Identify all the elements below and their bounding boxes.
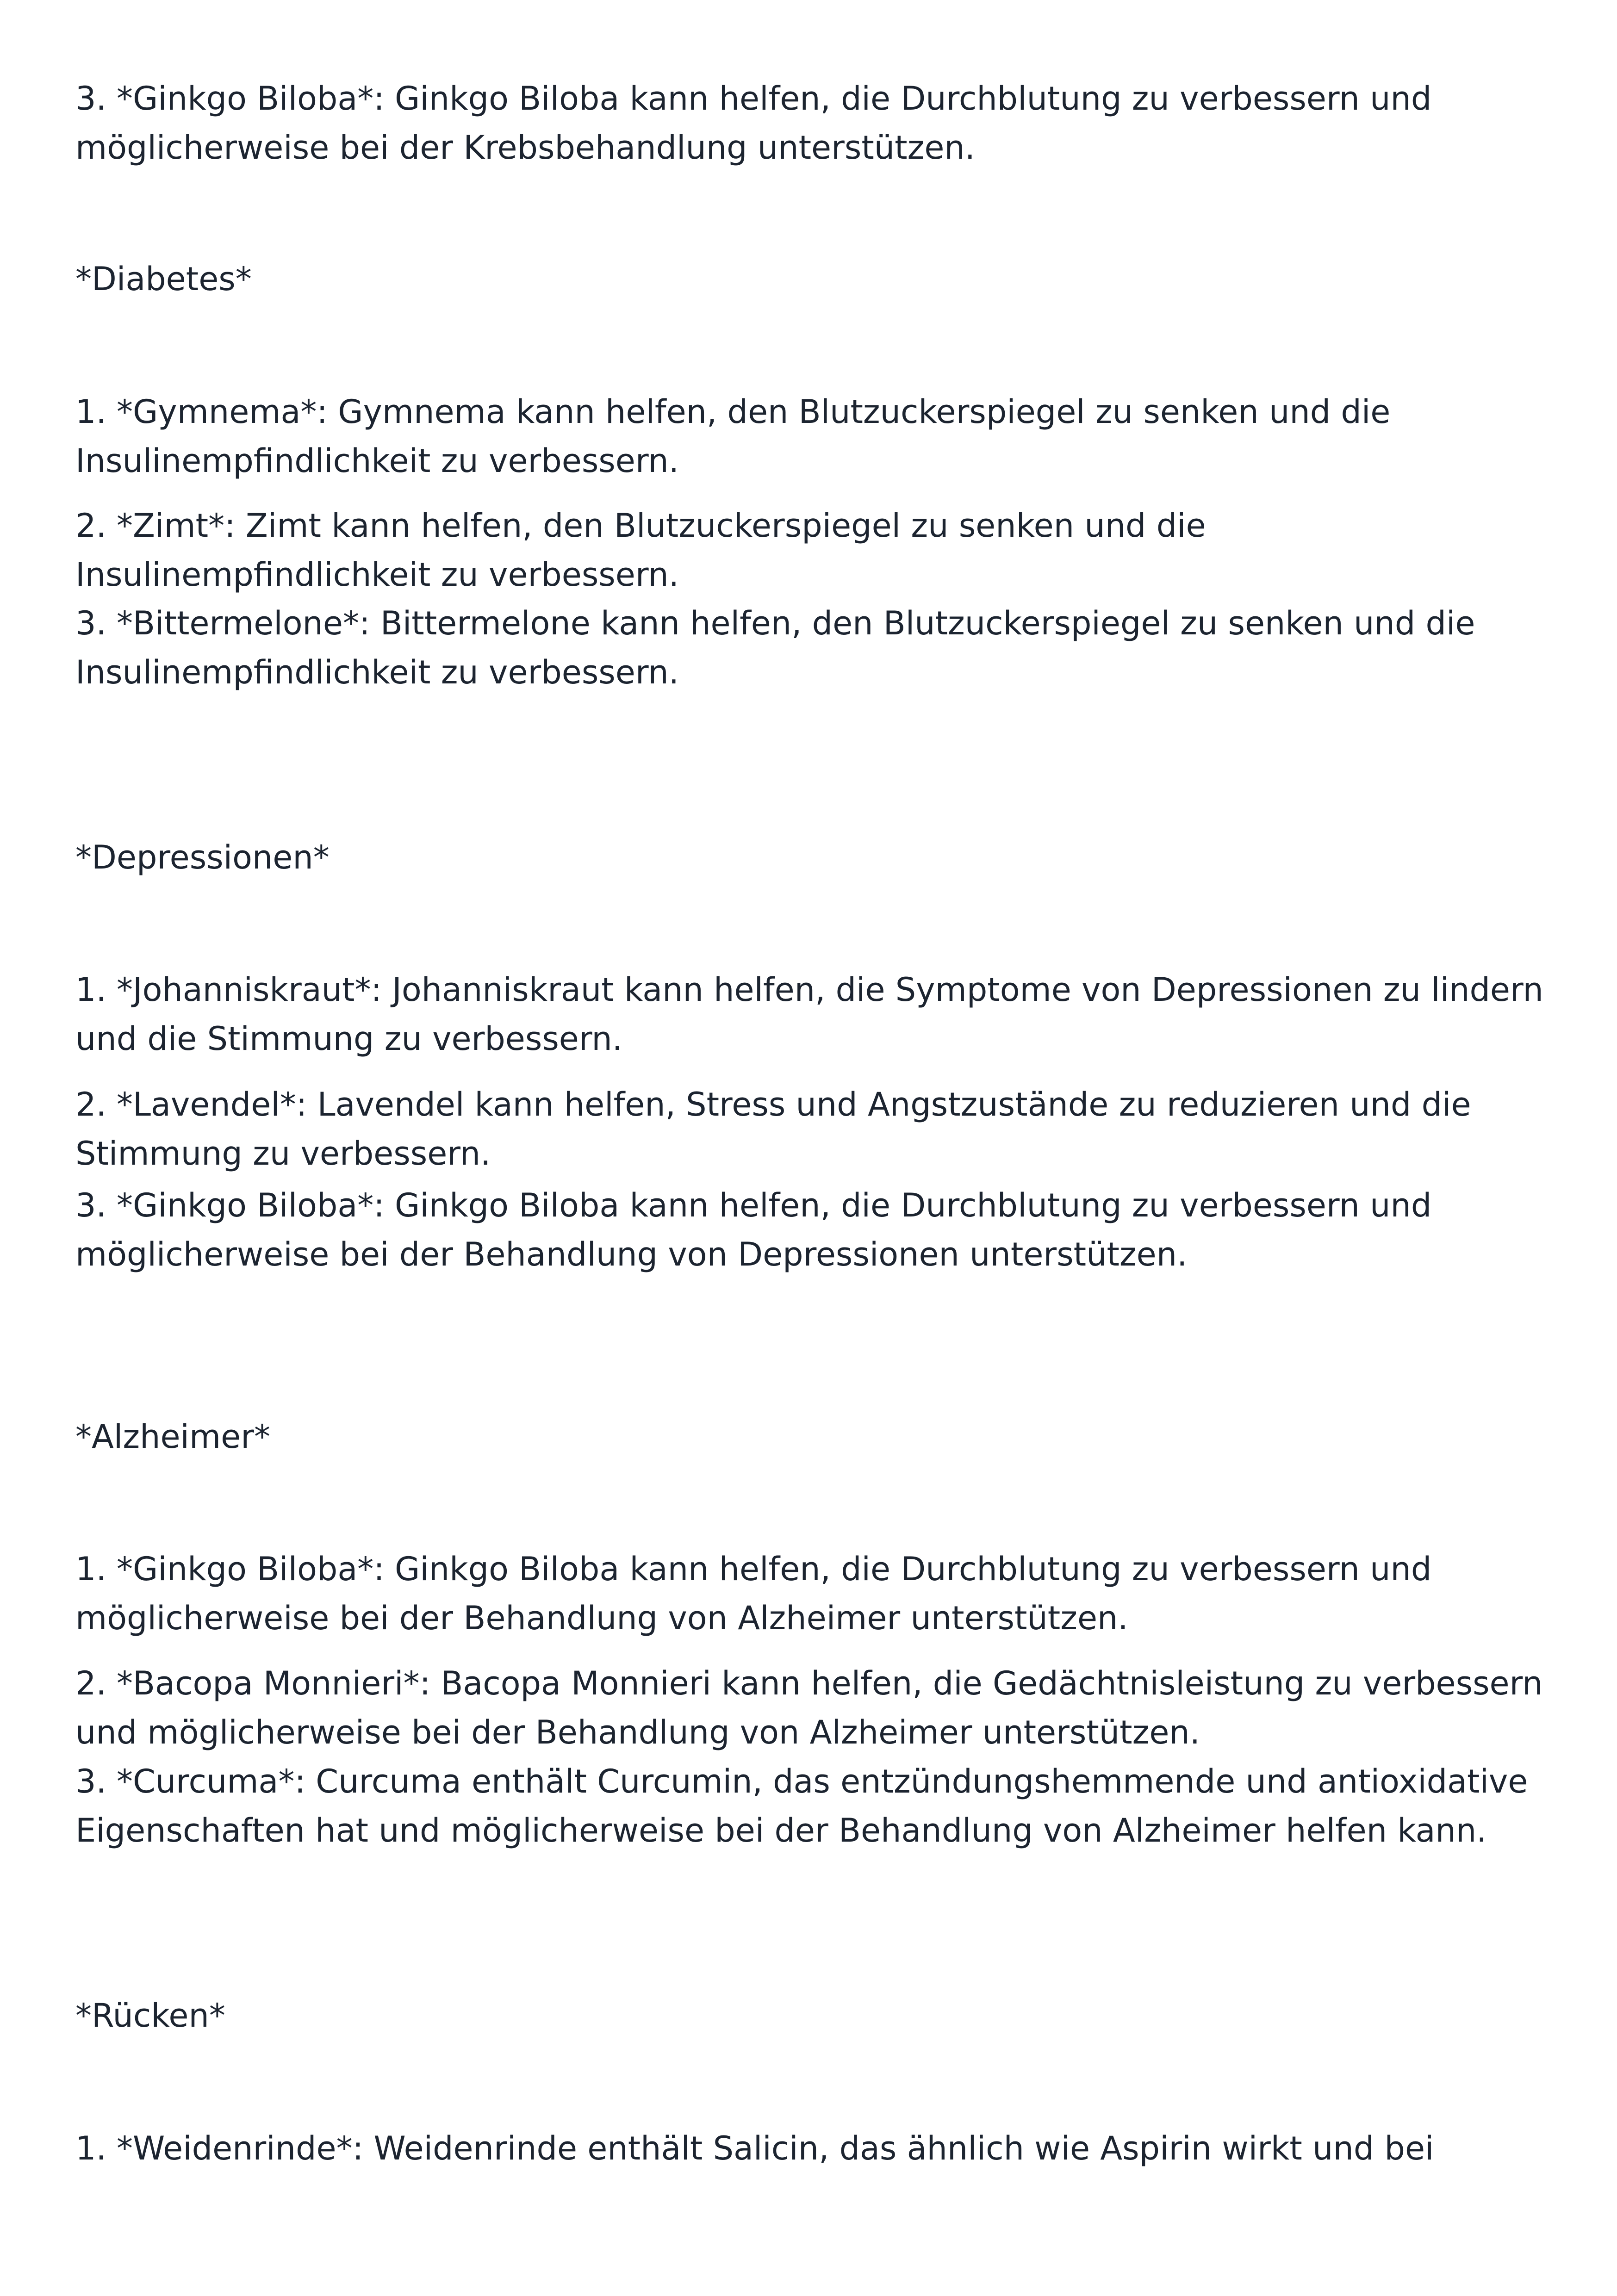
list-item-lavendel: 2. *Lavendel*: Lavendel kann helfen, Stress und Angstzustände zu reduzieren und die Stimmung zu verbessern. xyxy=(75,1086,1471,1173)
list-item-curcuma: 3. *Curcuma*: Curcuma enthält Curcumin, das entzündungshemmende und antioxidative Eigenschaften hat und möglicherweise bei der Behandlung von Alzheimer helfen kann. xyxy=(75,1762,1528,1849)
section-heading-depressionen: *Depressionen* xyxy=(75,838,330,876)
list-item-gymnema: 1. *Gymnema*: Gymnema kann helfen, den Blutzuckerspiegel zu senken und die Insulinempfindlichkeit zu verbessern. xyxy=(75,393,1391,480)
section-heading-alzheimer: *Alzheimer* xyxy=(75,1418,270,1456)
section-heading-ruecken: *Rücken* xyxy=(75,1997,225,2035)
list-item-johanniskraut: 1. *Johanniskraut*: Johanniskraut kann helfen, die Symptome von Depressionen zu lindern und die Stimmung zu verbessern. xyxy=(75,971,1543,1058)
list-item-bacopa: 2. *Bacopa Monnieri*: Bacopa Monnieri kann helfen, die Gedächtnisleistung zu verbessern und möglicherweise bei der Behandlung von Alzheimer unterstützen. xyxy=(75,1664,1543,1751)
list-item-ginkgo-depressionen: 3. *Ginkgo Biloba*: Ginkgo Biloba kann helfen, die Durchblutung zu verbessern und möglicherweise bei der Behandlung von Depressionen unterstützen. xyxy=(75,1186,1432,1273)
list-item-zimt: 2. *Zimt*: Zimt kann helfen, den Blutzuckerspiegel zu senken und die Insulinempfindlichkeit zu verbessern. xyxy=(75,507,1206,594)
list-item-ginkgo-alzheimer: 1. *Ginkgo Biloba*: Ginkgo Biloba kann helfen, die Durchblutung zu verbessern und möglicherweise bei der Behandlung von Alzheimer unterstützen. xyxy=(75,1550,1432,1637)
list-item-weidenrinde: 1. *Weidenrinde*: Weidenrinde enthält Salicin, das ähnlich wie Aspirin wirkt und bei xyxy=(75,2129,1434,2167)
section-heading-diabetes: *Diabetes* xyxy=(75,260,252,298)
list-item-ginkgo-krebs: 3. *Ginkgo Biloba*: Ginkgo Biloba kann helfen, die Durchblutung zu verbessern und möglicherweise bei der Krebsbehandlung unterstützen. xyxy=(75,80,1432,167)
list-item-bittermelone: 3. *Bittermelone*: Bittermelone kann helfen, den Blutzuckerspiegel zu senken und die Insulinempfindlichkeit zu verbessern. xyxy=(75,604,1475,691)
